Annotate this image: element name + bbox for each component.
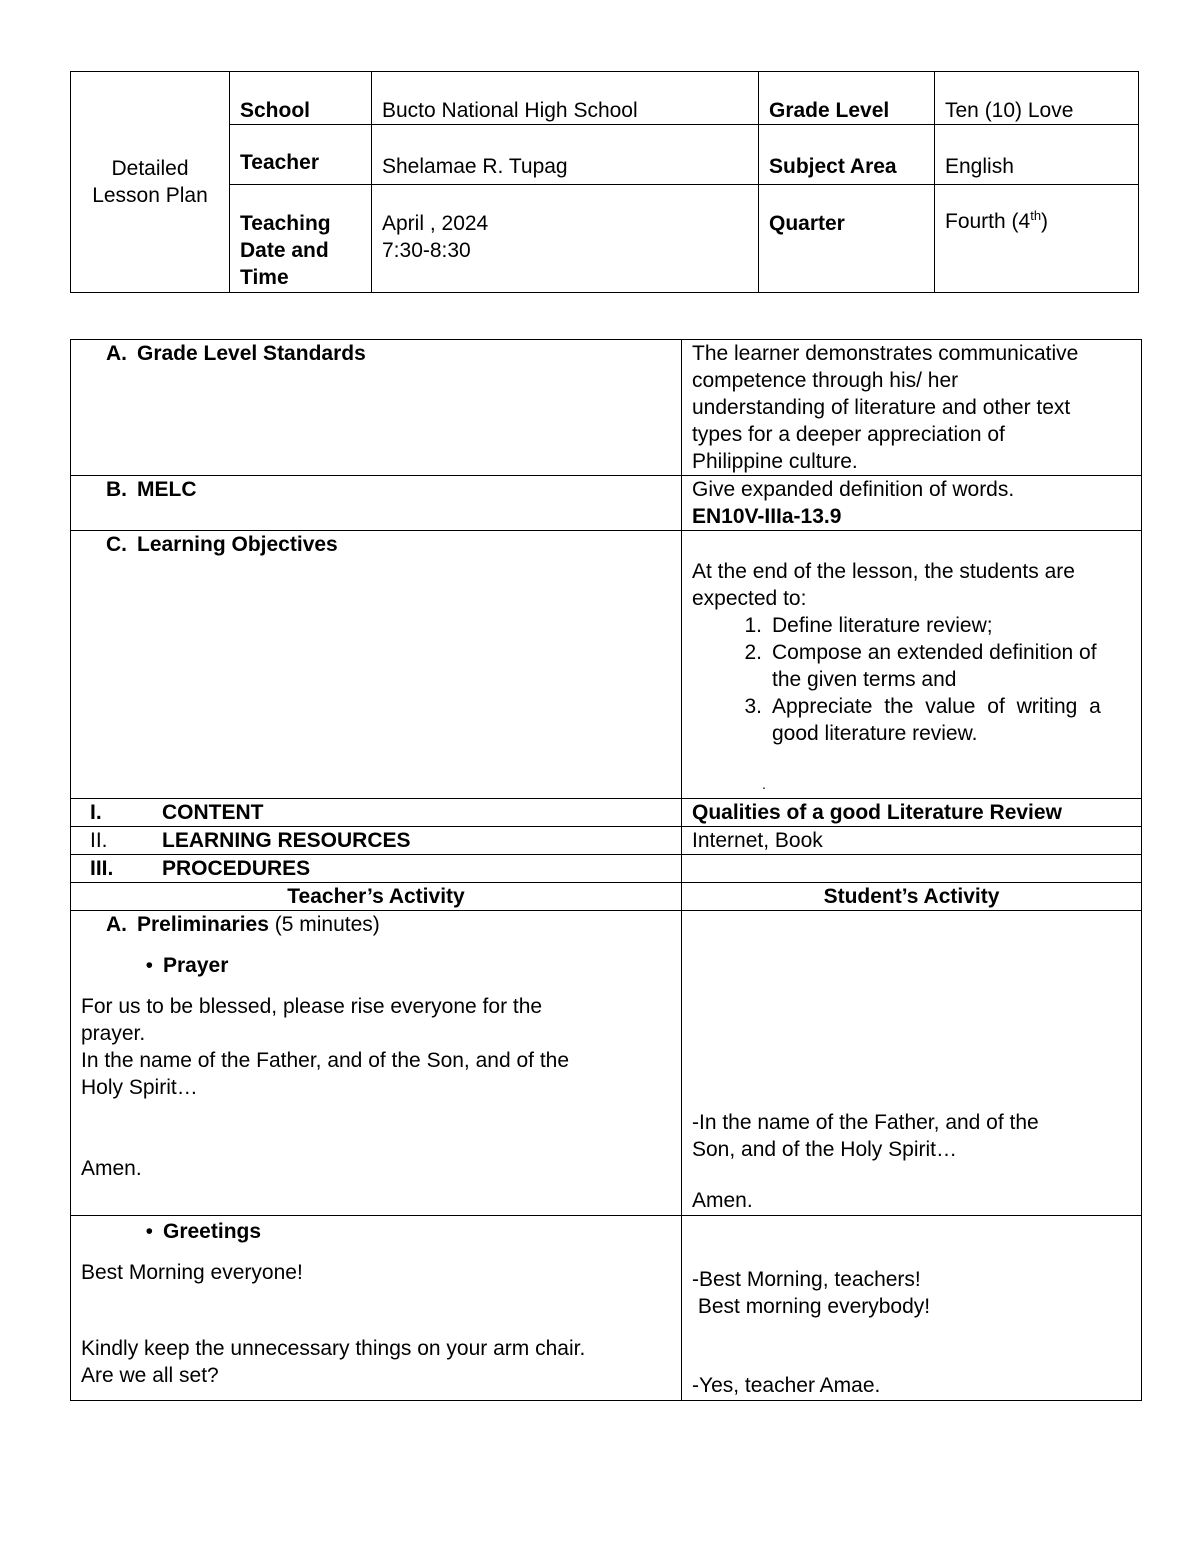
resources-value: Internet, Book — [682, 827, 1142, 855]
procedures-title: III. PROCEDURES — [71, 855, 682, 883]
grade-label: Grade Level — [759, 72, 935, 125]
date-label: Teaching Date and Time — [230, 185, 372, 293]
objective-item: 2. Compose an extended definition of the given terms and — [744, 641, 1097, 691]
greetings-teacher: • Greetings Best Morning everyone! Kindly keep the unnecessary things on your arm chair. Are we all set? — [71, 1216, 682, 1401]
preliminaries-student: -In the name of the Father, and of the Son, and of the Holy Spirit… Amen. — [682, 911, 1142, 1216]
greetings-title: Greetings — [163, 1220, 262, 1243]
section-a-title: A. Grade Level Standards — [71, 340, 682, 476]
lesson-header-table — [70, 71, 1139, 293]
teacher-value: Shelamae R. Tupag — [372, 125, 759, 185]
student-activity-header: Student’s Activity — [682, 883, 1142, 911]
school-label: School — [230, 72, 372, 125]
melc-code: EN10V-IIIa-13.9 — [692, 505, 842, 528]
bullet-icon: • — [145, 954, 153, 977]
prayer-title: Prayer — [163, 954, 229, 977]
objective-item: 3. Appreciate the value of writing a good literature review. — [744, 695, 1101, 745]
school-value: Bucto National High School — [372, 72, 759, 125]
subject-value: English — [935, 125, 1139, 185]
content-value: Qualities of a good Literature Review — [682, 799, 1142, 827]
resources-title: II. LEARNING RESOURCES — [71, 827, 682, 855]
procedures-empty — [682, 855, 1142, 883]
preliminaries-teacher: A. Preliminaries (5 minutes) • Prayer For us to be blessed, please rise everyone for the prayer. In the name of the Father, and of the Son, and of the Holy Spirit… Amen. — [71, 911, 682, 1216]
section-b-title: B. MELC — [71, 476, 682, 531]
content-title: I. CONTENT — [71, 799, 682, 827]
plan-label: Detailed Lesson Plan — [71, 72, 230, 293]
section-b-text: Give expanded definition of words. EN10V-IIIa-13.9 — [682, 476, 1142, 531]
teacher-activity-header: Teacher’s Activity — [71, 883, 682, 911]
section-c-title: C. Learning Objectives — [71, 531, 682, 799]
grade-value: Ten (10) Love — [935, 72, 1139, 125]
quarter-label: Quarter — [759, 185, 935, 293]
section-a-text: The learner demonstrates communicative competence through his/ her understanding of literature and other text types for a deeper appreciation of Philippine culture. — [682, 340, 1142, 476]
quarter-value: Fourth (4th) — [935, 185, 1139, 293]
teacher-label: Teacher — [230, 125, 372, 185]
bullet-icon: • — [145, 1220, 153, 1243]
objective-item: 1. Define literature review; — [744, 614, 993, 637]
greetings-student: -Best Morning, teachers! Best morning everybody! -Yes, teacher Amae. — [682, 1216, 1142, 1401]
section-c-objectives: At the end of the lesson, the students are expected to: 1. Define literature review; 2. Compose an extended definition of the given terms and 3. Appreciate the value of writing a good literature review. . — [682, 531, 1142, 799]
subject-label: Subject Area — [759, 125, 935, 185]
date-value: April , 2024 7:30-8:30 — [372, 185, 759, 293]
lesson-body-table — [70, 339, 1142, 1401]
objectives-list — [692, 612, 1131, 747]
